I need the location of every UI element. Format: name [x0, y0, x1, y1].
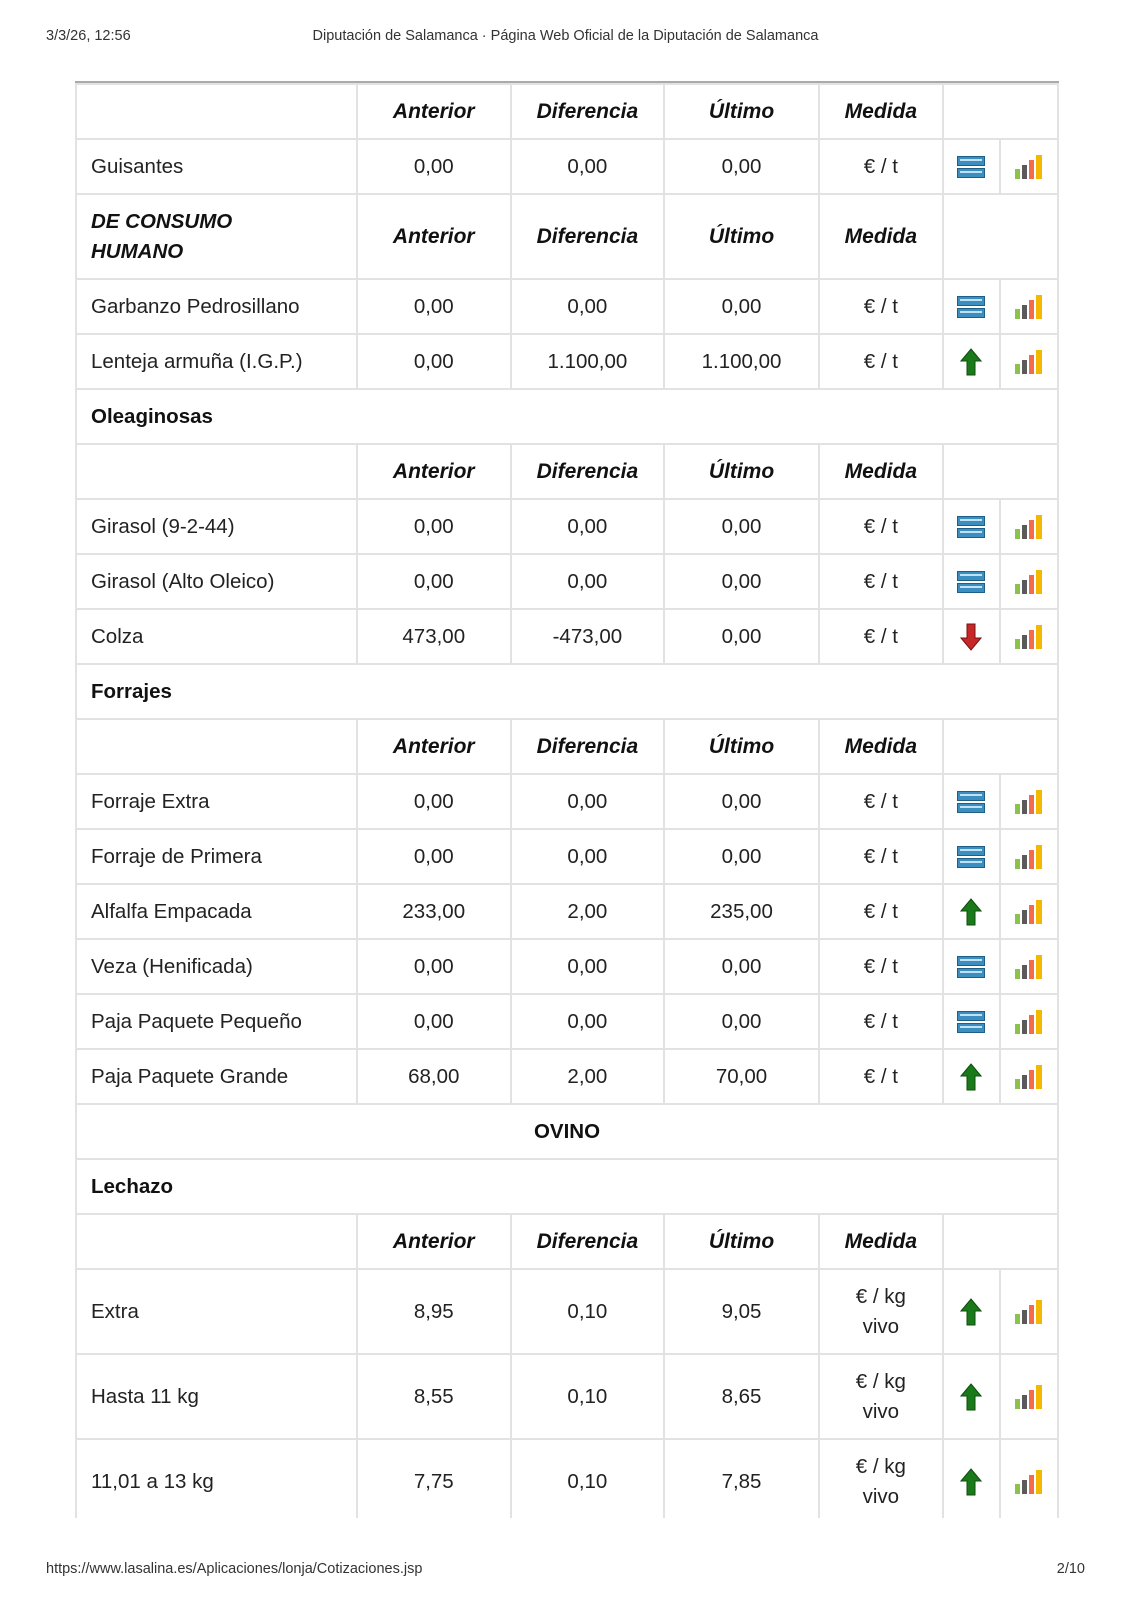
header-medida: Medida	[819, 444, 943, 499]
table-row	[76, 334, 1058, 389]
equal-icon[interactable]	[957, 571, 985, 593]
arrow-up-icon[interactable]	[960, 1298, 982, 1326]
group-header-row	[76, 194, 1058, 279]
chart-cell[interactable]	[1000, 1439, 1058, 1518]
table-row	[76, 1439, 1058, 1518]
product-name: Veza (Henificada)	[76, 939, 357, 994]
bar-chart-icon[interactable]	[1014, 1299, 1044, 1325]
trend-cell[interactable]	[943, 279, 1000, 334]
header-anterior: Anterior	[357, 84, 511, 139]
trend-cell[interactable]	[943, 334, 1000, 389]
product-name: Colza	[76, 609, 357, 664]
product-name: Girasol (Alto Oleico)	[76, 554, 357, 609]
value-ultimo: 235,00	[664, 884, 819, 939]
section-row	[76, 1159, 1058, 1214]
equal-icon[interactable]	[957, 516, 985, 538]
value-diferencia: 0,00	[511, 554, 664, 609]
table-row	[76, 499, 1058, 554]
value-diferencia: 0,10	[511, 1439, 664, 1518]
section-row	[76, 664, 1058, 719]
bar-chart-icon[interactable]	[1014, 844, 1044, 870]
value-diferencia: -473,00	[511, 609, 664, 664]
trend-cell[interactable]	[943, 609, 1000, 664]
value-ultimo: 0,00	[664, 554, 819, 609]
bar-chart-icon[interactable]	[1014, 569, 1044, 595]
table-row	[76, 939, 1058, 994]
bar-chart-icon[interactable]	[1014, 349, 1044, 375]
product-name: Forraje de Primera	[76, 829, 357, 884]
empty-header-cell	[76, 1214, 357, 1269]
header-ultimo: Último	[664, 719, 819, 774]
empty-header-cell	[943, 1214, 1058, 1269]
unit-line: € / kg	[855, 1284, 906, 1308]
value-medida: € / t	[819, 279, 943, 334]
bar-chart-icon[interactable]	[1014, 514, 1044, 540]
chart-cell[interactable]	[1000, 884, 1058, 939]
header-medida: Medida	[819, 1214, 943, 1269]
chart-cell[interactable]	[1000, 829, 1058, 884]
value-medida	[819, 1354, 943, 1439]
print-page-number: 2/10	[1056, 1561, 1085, 1577]
value-anterior: 7,75	[357, 1439, 511, 1518]
header-anterior: Anterior	[357, 444, 511, 499]
trend-cell[interactable]	[943, 829, 1000, 884]
value-diferencia: 2,00	[511, 884, 664, 939]
table-row	[76, 609, 1058, 664]
chart-cell[interactable]	[1000, 334, 1058, 389]
table-row	[76, 1354, 1058, 1439]
product-name: Extra	[76, 1269, 357, 1354]
value-diferencia: 0,00	[511, 139, 664, 194]
value-medida: € / t	[819, 139, 943, 194]
equal-icon[interactable]	[957, 956, 985, 978]
empty-header-cell	[943, 719, 1058, 774]
arrow-up-icon[interactable]	[960, 1468, 982, 1496]
chart-cell[interactable]	[1000, 554, 1058, 609]
value-anterior: 0,00	[357, 939, 511, 994]
value-anterior: 68,00	[357, 1049, 511, 1104]
header-ultimo: Último	[664, 444, 819, 499]
product-name: Alfalfa Empacada	[76, 884, 357, 939]
trend-cell[interactable]	[943, 774, 1000, 829]
unit-line: vivo	[862, 1314, 900, 1338]
header-diferencia: Diferencia	[511, 719, 664, 774]
value-ultimo: 0,00	[664, 139, 819, 194]
trend-cell[interactable]	[943, 1049, 1000, 1104]
group-title-line: HUMANO	[91, 239, 184, 263]
table-row	[76, 994, 1058, 1049]
value-ultimo: 0,00	[664, 609, 819, 664]
trend-cell[interactable]	[943, 139, 1000, 194]
table-row	[76, 884, 1058, 939]
chart-cell[interactable]	[1000, 1049, 1058, 1104]
bar-chart-icon[interactable]	[1014, 789, 1044, 815]
unit-line: € / kg	[855, 1454, 906, 1478]
value-ultimo: 0,00	[664, 829, 819, 884]
product-name: Forraje Extra	[76, 774, 357, 829]
group-title	[76, 194, 357, 279]
value-medida: € / t	[819, 1049, 943, 1104]
value-medida: € / t	[819, 829, 943, 884]
value-ultimo: 0,00	[664, 499, 819, 554]
table-row	[76, 774, 1058, 829]
species-title-ovino: OVINO	[76, 1104, 1058, 1159]
value-anterior: 473,00	[357, 609, 511, 664]
bar-chart-icon[interactable]	[1014, 1009, 1044, 1035]
chart-cell[interactable]	[1000, 139, 1058, 194]
value-medida: € / t	[819, 334, 943, 389]
column-header-row	[76, 719, 1058, 774]
empty-header-cell	[76, 84, 357, 139]
header-diferencia: Diferencia	[511, 84, 664, 139]
value-diferencia: 0,00	[511, 829, 664, 884]
value-diferencia: 0,00	[511, 499, 664, 554]
value-medida: € / t	[819, 994, 943, 1049]
trend-cell[interactable]	[943, 994, 1000, 1049]
equal-icon[interactable]	[957, 791, 985, 813]
print-date: 3/3/26, 12:56	[46, 28, 131, 44]
equal-icon[interactable]	[957, 846, 985, 868]
chart-cell[interactable]	[1000, 609, 1058, 664]
value-medida	[819, 1269, 943, 1354]
product-name: Girasol (9-2-44)	[76, 499, 357, 554]
empty-header-cell	[943, 194, 1058, 279]
value-medida: € / t	[819, 884, 943, 939]
header-medida: Medida	[819, 194, 943, 279]
header-medida: Medida	[819, 84, 943, 139]
table-row	[76, 1049, 1058, 1104]
empty-header-cell	[76, 719, 357, 774]
value-diferencia: 1.100,00	[511, 334, 664, 389]
table-row	[76, 279, 1058, 334]
value-anterior: 0,00	[357, 554, 511, 609]
unit-line: vivo	[862, 1484, 900, 1508]
table-row	[76, 554, 1058, 609]
arrow-up-icon[interactable]	[960, 348, 982, 376]
bar-chart-icon[interactable]	[1014, 1384, 1044, 1410]
value-anterior: 8,95	[357, 1269, 511, 1354]
arrow-up-icon[interactable]	[960, 1383, 982, 1411]
species-row	[76, 1104, 1058, 1159]
value-diferencia: 0,10	[511, 1354, 664, 1439]
product-name: Paja Paquete Pequeño	[76, 994, 357, 1049]
product-name: Paja Paquete Grande	[76, 1049, 357, 1104]
table-row	[76, 139, 1058, 194]
empty-header-cell	[76, 444, 357, 499]
print-header	[46, 28, 1085, 48]
product-name: Lenteja armuña (I.G.P.)	[76, 334, 357, 389]
value-diferencia: 0,00	[511, 279, 664, 334]
header-diferencia: Diferencia	[511, 1214, 664, 1269]
column-header-row	[76, 444, 1058, 499]
value-anterior: 0,00	[357, 279, 511, 334]
value-medida: € / t	[819, 609, 943, 664]
value-diferencia: 0,00	[511, 774, 664, 829]
value-anterior: 0,00	[357, 829, 511, 884]
bar-chart-icon[interactable]	[1014, 954, 1044, 980]
value-ultimo: 8,65	[664, 1354, 819, 1439]
product-name: Garbanzo Pedrosillano	[76, 279, 357, 334]
section-title-lechazo: Lechazo	[76, 1159, 1058, 1214]
bar-chart-icon[interactable]	[1014, 899, 1044, 925]
header-diferencia: Diferencia	[511, 194, 664, 279]
column-header-row	[76, 84, 1058, 139]
value-diferencia: 0,00	[511, 939, 664, 994]
trend-cell[interactable]	[943, 499, 1000, 554]
header-ultimo: Último	[664, 194, 819, 279]
empty-header-cell	[943, 84, 1058, 139]
trend-cell[interactable]	[943, 884, 1000, 939]
header-diferencia: Diferencia	[511, 444, 664, 499]
equal-icon[interactable]	[957, 296, 985, 318]
print-url: https://www.lasalina.es/Aplicaciones/lonja/Cotizaciones.jsp	[46, 1561, 423, 1577]
value-medida: € / t	[819, 499, 943, 554]
value-diferencia: 0,00	[511, 994, 664, 1049]
value-anterior: 233,00	[357, 884, 511, 939]
quotations-sheet	[75, 81, 1059, 1518]
chart-cell[interactable]	[1000, 1354, 1058, 1439]
section-title-forrajes: Forrajes	[76, 664, 1058, 719]
value-ultimo: 0,00	[664, 279, 819, 334]
value-ultimo: 9,05	[664, 1269, 819, 1354]
value-medida: € / t	[819, 939, 943, 994]
value-anterior: 8,55	[357, 1354, 511, 1439]
value-anterior: 0,00	[357, 994, 511, 1049]
header-anterior: Anterior	[357, 719, 511, 774]
product-name: Guisantes	[76, 139, 357, 194]
group-title-line: DE CONSUMO	[91, 209, 233, 233]
trend-cell[interactable]	[943, 1269, 1000, 1354]
value-ultimo: 70,00	[664, 1049, 819, 1104]
chart-cell[interactable]	[1000, 279, 1058, 334]
empty-header-cell	[943, 444, 1058, 499]
value-diferencia: 2,00	[511, 1049, 664, 1104]
value-ultimo: 0,00	[664, 939, 819, 994]
value-anterior: 0,00	[357, 139, 511, 194]
trend-cell[interactable]	[943, 939, 1000, 994]
table-row	[76, 829, 1058, 884]
equal-icon[interactable]	[957, 156, 985, 178]
section-title-oleaginosas: Oleaginosas	[76, 389, 1058, 444]
header-ultimo: Último	[664, 1214, 819, 1269]
print-footer	[46, 1561, 1085, 1581]
header-anterior: Anterior	[357, 194, 511, 279]
section-row	[76, 389, 1058, 444]
equal-icon[interactable]	[957, 1011, 985, 1033]
arrow-down-icon[interactable]	[960, 623, 982, 651]
value-medida: € / t	[819, 554, 943, 609]
value-anterior: 0,00	[357, 499, 511, 554]
value-ultimo: 7,85	[664, 1439, 819, 1518]
chart-cell[interactable]	[1000, 939, 1058, 994]
column-header-row	[76, 1214, 1058, 1269]
bar-chart-icon[interactable]	[1014, 294, 1044, 320]
chart-cell[interactable]	[1000, 499, 1058, 554]
unit-line: vivo	[862, 1399, 900, 1423]
table-row	[76, 1269, 1058, 1354]
value-anterior: 0,00	[357, 774, 511, 829]
header-ultimo: Último	[664, 84, 819, 139]
value-anterior: 0,00	[357, 334, 511, 389]
value-ultimo: 1.100,00	[664, 334, 819, 389]
product-name: Hasta 11 kg	[76, 1354, 357, 1439]
trend-cell[interactable]	[943, 554, 1000, 609]
chart-cell[interactable]	[1000, 994, 1058, 1049]
bar-chart-icon[interactable]	[1014, 1469, 1044, 1495]
trend-cell[interactable]	[943, 1354, 1000, 1439]
header-medida: Medida	[819, 719, 943, 774]
header-anterior: Anterior	[357, 1214, 511, 1269]
value-diferencia: 0,10	[511, 1269, 664, 1354]
value-ultimo: 0,00	[664, 994, 819, 1049]
product-name: 11,01 a 13 kg	[76, 1439, 357, 1518]
value-ultimo: 0,00	[664, 774, 819, 829]
bar-chart-icon[interactable]	[1014, 1064, 1044, 1090]
print-page-title: Diputación de Salamanca · Página Web Oficial de la Diputación de Salamanca	[312, 28, 819, 44]
unit-line: € / kg	[855, 1369, 906, 1393]
quotations-table	[75, 83, 1059, 1518]
bar-chart-icon[interactable]	[1014, 624, 1044, 650]
trend-cell[interactable]	[943, 1439, 1000, 1518]
bar-chart-icon[interactable]	[1014, 154, 1044, 180]
arrow-up-icon[interactable]	[960, 1063, 982, 1091]
value-medida	[819, 1439, 943, 1518]
arrow-up-icon[interactable]	[960, 898, 982, 926]
value-medida: € / t	[819, 774, 943, 829]
chart-cell[interactable]	[1000, 774, 1058, 829]
chart-cell[interactable]	[1000, 1269, 1058, 1354]
